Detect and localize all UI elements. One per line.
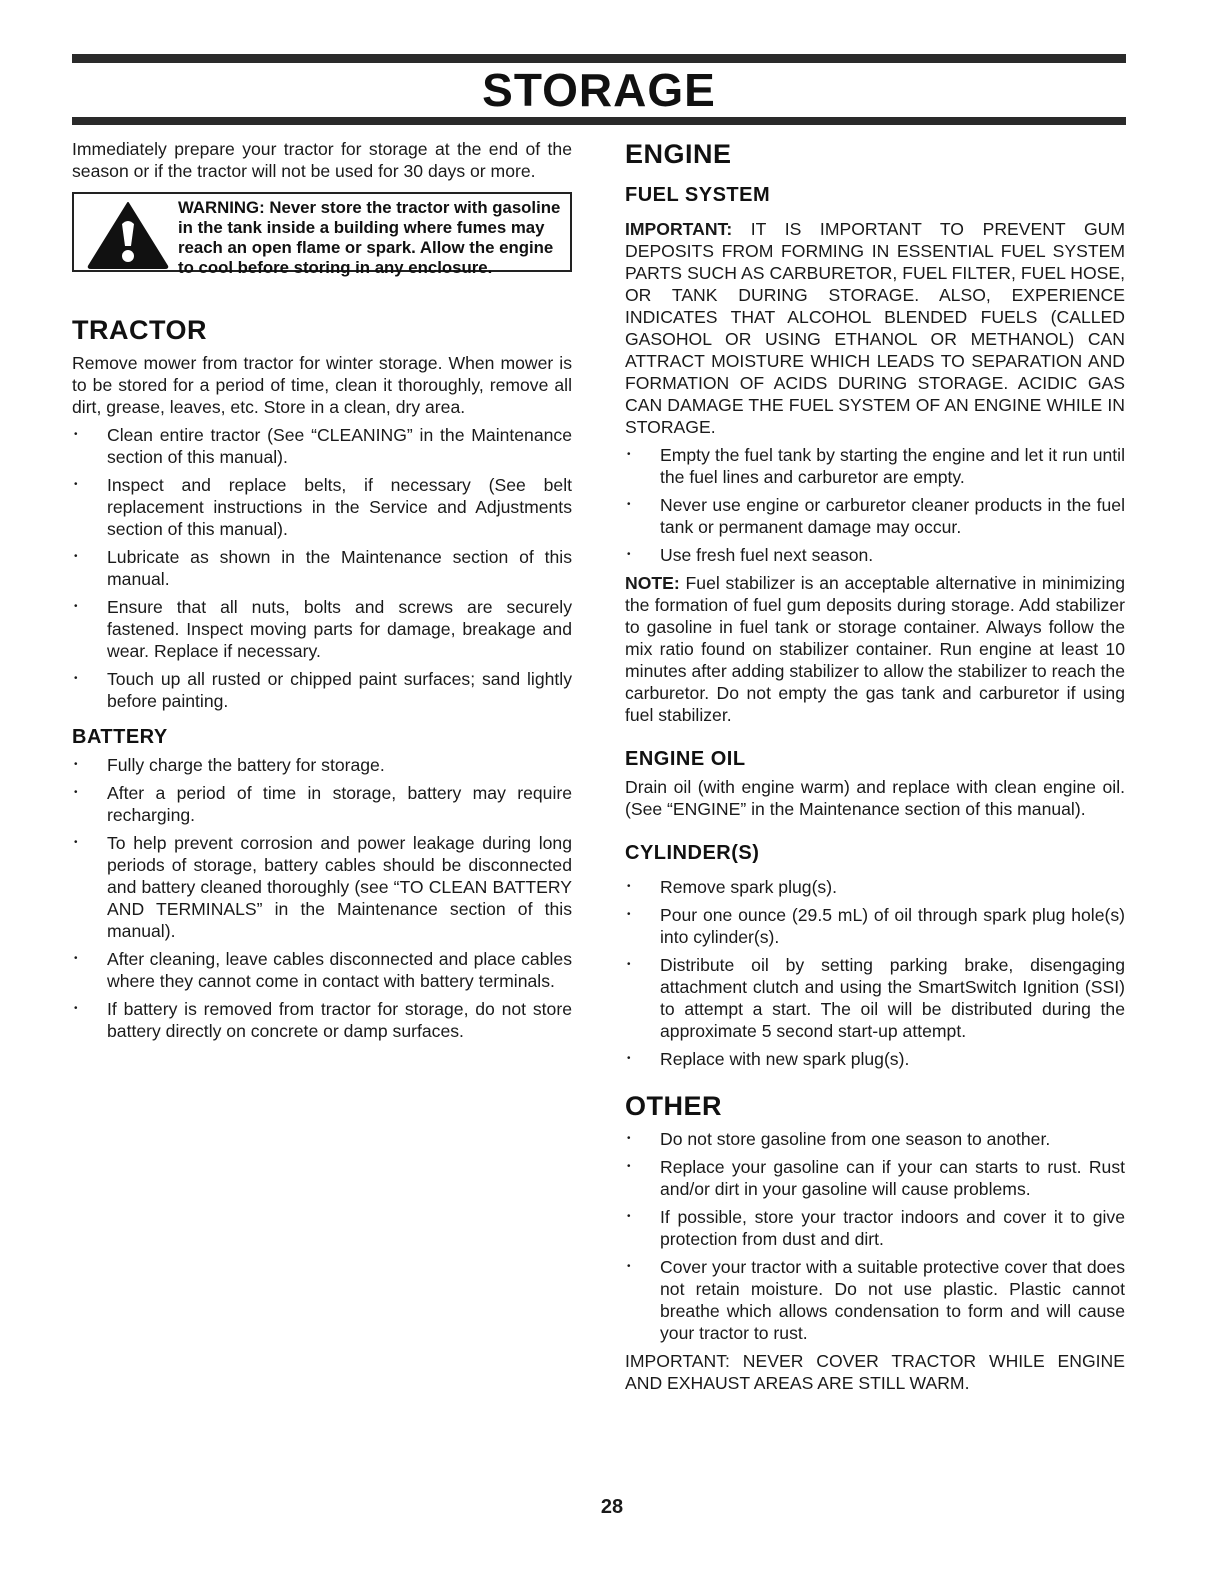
page-title: STORAGE [482,64,716,116]
list-item: • If battery is removed from tractor for storage, do not store battery directly on concrete or damp surfaces. [72,998,572,1042]
list-item: • Touch up all rusted or chipped paint surfaces; sand lightly before painting. [72,668,572,712]
engine-oil-heading: ENGINE OIL [625,748,746,770]
intro-paragraph: Immediately prepare your tractor for storage at the end of the season or if the tractor will not be used for 30 days or more. [72,139,572,181]
list-item: • Fully charge the battery for storage. [72,754,572,776]
fuel-list [625,444,1125,566]
list-item: • If possible, store your tractor indoors and cover it to give protection from dust and dirt. [625,1206,1125,1250]
battery-list [72,754,572,1042]
cylinders-heading: CYLINDER(S) [625,842,760,864]
tractor-heading: TRACTOR [72,315,207,345]
list-item: • Never use engine or carburetor cleaner products in the fuel tank or permanent damage may occur. [625,494,1125,538]
list-item: • Cover your tractor with a suitable protective cover that does not retain moisture. Do not use plastic. Plastic cannot breathe which allows condensation to form and will cause your tractor to rust. [625,1256,1125,1344]
list-item: • Pour one ounce (29.5 mL) of oil through spark plug hole(s) into cylinder(s). [625,904,1125,948]
list-item: • To help prevent corrosion and power leakage during long periods of storage, battery cables should be disconnected and battery cleaned thoroughly (see “TO CLEAN BATTERY AND TERMINALS” in the Maintenance section of this manual). [72,832,572,942]
fuel-important-paragraph [625,218,1125,438]
list-item: • Replace with new spark plug(s). [625,1048,1125,1070]
list-item: • Lubricate as shown in the Maintenance section of this manual. [72,546,572,590]
right-column [625,138,1125,1400]
list-item: • After a period of time in storage, battery may require recharging. [72,782,572,826]
engine-heading: ENGINE [625,139,732,169]
list-item: • Replace your gasoline can if your can starts to rust. Rust and/or dirt in your gasoline will cause problems. [625,1156,1125,1200]
list-item: • Remove spark plug(s). [625,876,1125,898]
other-heading: OTHER [625,1091,722,1121]
warning-label: WARNING: [178,198,265,217]
list-item: • Distribute oil by setting parking brake, disengaging attachment clutch and using the SmartSwitch Ignition (SSI) to attempt a start. The oil will be distributed during the approximate 5 second start-up attempt. [625,954,1125,1042]
important-label: IMPORTANT: [625,219,733,239]
top-rule [72,54,1126,63]
cylinders-list [625,876,1125,1070]
note-text: Fuel stabilizer is an acceptable alternative in minimizing the formation of fuel gum deposits during storage. Add stabilizer to gasoline in fuel tank or storage container. Always follow the mix ratio found on stabilizer container. Run engine at least 10 minutes after adding stabilizer to allow the stabilizer to reach the carburetor. Do not empty the gas tank and carburetor if using fuel stabilizer. [625,573,1126,725]
other-important-paragraph: IMPORTANT: NEVER COVER TRACTOR WHILE ENGINE AND EXHAUST AREAS ARE STILL WARM. [625,1351,1125,1393]
tractor-list [72,424,572,712]
list-item: • Empty the fuel tank by starting the engine and let it run until the fuel lines and carburetor are empty. [625,444,1125,488]
note-label: NOTE: [625,573,680,593]
other-list [625,1128,1125,1344]
page-number: 28 [600,1496,624,1518]
important-text: IT IS IMPORTANT TO PREVENT GUM DEPOSITS FROM FORMING IN ESSENTIAL FUEL SYSTEM PARTS SUCH AS CARBURETOR, FUEL FILTER, FUEL HOSE, OR TANK DURING STORAGE. ALSO, EXPERIENCE INDICATES THAT ALCOHOL BLENDED FUELS (CALLED GASOHOL OR USING ETHANOL OR METHANOL) CAN ATTRACT MOISTURE WHICH LEADS TO SEPARATION AND FORMATION OF ACIDS DURING STORAGE. ACIDIC GAS CAN DAMAGE THE FUEL SYSTEM OF AN ENGINE WHILE IN STORAGE. [625,219,1126,437]
list-item: • Inspect and replace belts, if necessary (See belt replacement instructions in the Service and Adjustments section of this manual). [72,474,572,540]
list-item: • Do not store gasoline from one season to another. [625,1128,1125,1150]
warning-body: Never store the tractor with gasoline in the tank inside a building where fumes may reach an open flame or spark. Allow the engine to cool before storing in any enclosure. [178,198,561,277]
battery-heading: BATTERY [72,726,168,748]
engine-oil-text: Drain oil (with engine warm) and replace with clean engine oil. (See “ENGINE” in the Maintenance section of this manual). [625,777,1125,819]
warning-text [178,198,564,278]
left-column [72,138,572,1048]
warning-box [72,192,572,277]
bottom-rule [72,117,1126,125]
list-item: • After cleaning, leave cables disconnected and place cables where they cannot come in contact with battery terminals. [72,948,572,992]
tractor-intro: Remove mower from tractor for winter storage. When mower is to be stored for a period of time, clean it thoroughly, remove all dirt, grease, leaves, etc. Store in a clean, dry area. [72,353,572,417]
list-item: • Use fresh fuel next season. [625,544,1125,566]
list-item: • Ensure that all nuts, bolts and screws are securely fastened. Inspect moving parts for damage, breakage and wear. Replace if necessary. [72,596,572,662]
warning-triangle-icon [86,200,170,270]
list-item: • Clean entire tractor (See “CLEANING” in the Maintenance section of this manual). [72,424,572,468]
fuel-note-paragraph [625,572,1125,726]
fuel-system-heading: FUEL SYSTEM [625,184,771,206]
